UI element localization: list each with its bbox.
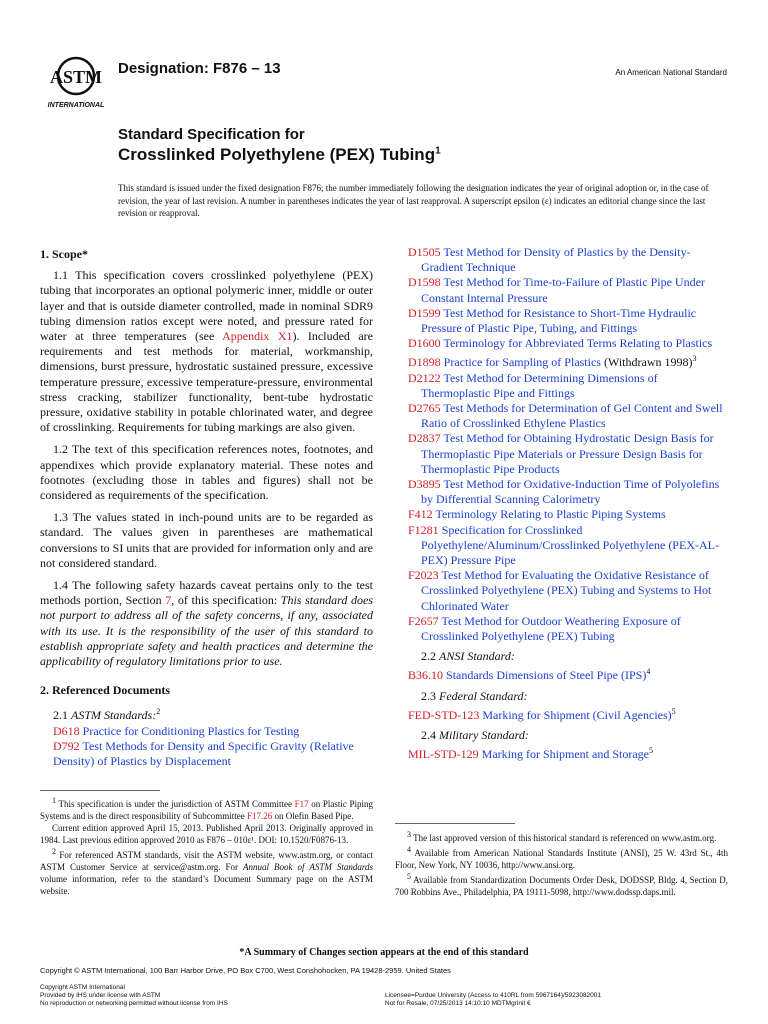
federal-text: Federal Standard: (439, 688, 528, 703)
ref-code[interactable]: MIL-STD-129 (408, 747, 479, 762)
footnote-4 (395, 844, 728, 871)
ref-title[interactable]: Test Method for Resistance to Short-Time Hydraulic Pressure of Plastic Pipe, Tubing, and Fittings (421, 305, 697, 336)
reference-list (408, 245, 728, 644)
ref-code[interactable]: F412 (408, 507, 433, 522)
footnote-rule-right (395, 823, 515, 824)
reference-item (408, 477, 728, 507)
ref-title[interactable]: Test Method for Determining Dimensions of Thermoplastic Pipe and Fittings (421, 370, 658, 400)
ref-code[interactable]: D1598 (408, 275, 441, 290)
ref-code[interactable]: F2023 (408, 568, 439, 583)
ref-code[interactable]: B36.10 (408, 668, 444, 683)
right-column (408, 245, 728, 763)
license-line: Copyright ASTM International (40, 984, 125, 991)
ref-code[interactable]: D1505 (408, 245, 441, 259)
ref-code[interactable]: D792 (53, 738, 80, 753)
ref-title[interactable]: Test Method for Evaluating the Oxidative Resistance of Crosslinked Polyethylene (PEX) Tubing and Systems to Hot Chlorinated Water (421, 568, 712, 613)
footnote-5 (395, 871, 728, 898)
reference-item (408, 306, 728, 336)
astm-standards-label (53, 704, 373, 723)
military-num: 2.4 (421, 728, 439, 743)
fn-text: Available from Standardization Documents Order Desk, DODSSP, Bldg. 4, Section D, 700 Robbins Ave., Philadelphia, PA 19111-5098, http://www.dodssp.daps.mil. (395, 875, 728, 897)
para-1-4 (40, 578, 373, 669)
ref-title[interactable]: Test Method for Time-to-Failure of Plastic Pipe Under Constant Internal Pressure (421, 275, 705, 305)
reference-item (408, 431, 728, 477)
ref-title[interactable]: Marking for Shipment (Civil Agencies) (479, 707, 672, 722)
ref-d618 (40, 724, 373, 739)
license-left (40, 984, 228, 1008)
ref-d792 (40, 739, 373, 769)
license-line: Not for Resale, 07/25/2013 14:10:10 MDTMgrinit € (385, 1000, 531, 1007)
ref-code[interactable]: D2765 (408, 401, 441, 416)
footnote-3 (395, 829, 728, 844)
footnote-2 (40, 846, 373, 897)
ref-code[interactable]: D1600 (408, 336, 441, 351)
title-text: Crosslinked Polyethylene (PEX) Tubing (118, 145, 436, 164)
left-column (40, 247, 373, 769)
ref-b36 (408, 664, 728, 683)
reference-item (408, 568, 728, 614)
safety-caveat: This standard does not purport to address all of the safety concerns, if any, associated with its use. It is the responsibility of the user of this standard to establish appropriate safety and health practices and determine the applicability of regulatory limitations prior to use. (40, 593, 373, 669)
fn-text: on Olefin Based Pipe. (272, 811, 354, 821)
title-footnote-mark: 1 (435, 145, 441, 157)
reference-item (408, 614, 728, 644)
para-1-3: 1.3 The values stated in inch-pound units are to be regarded as standard. The values given in parentheses are mathematical conversions to SI units that are provided for information only and are not considered standard. (40, 510, 373, 570)
ref-code[interactable]: D618 (53, 723, 80, 738)
reference-item (408, 245, 728, 275)
reference-item (408, 401, 728, 431)
reference-item (408, 371, 728, 401)
footnote-1 (40, 795, 373, 822)
footnotes-right (395, 829, 728, 898)
ref-title[interactable]: Test Method for Outdoor Weathering Exposure of Crosslinked Polyethylene (PEX) Tubing (421, 613, 681, 644)
ref-code[interactable]: D1599 (408, 305, 441, 320)
federal-num: 2.3 (421, 688, 439, 703)
ref-title[interactable]: Test Methods for Determination of Gel Content and Swell Ratio of Crosslinked Ethylene Plastics (421, 401, 723, 431)
ref-title[interactable]: Test Method for Oxidative-Induction Time of Polyolefins by Differential Scanning Calorimetry (421, 477, 720, 507)
committee-f17-link[interactable]: F17 (294, 799, 309, 809)
reference-item (408, 351, 728, 370)
ref-code[interactable]: D3895 (408, 477, 441, 492)
ansi-text: ANSI Standard: (439, 649, 515, 664)
ref-title[interactable]: Marking for Shipment and Storage (478, 747, 649, 762)
reference-item (408, 507, 728, 522)
withdrawn-note: (Withdrawn 1998) (600, 355, 693, 370)
para-1-2: 1.2 The text of this specification references notes, footnotes, and appendixes which provide explanatory material. These notes and footnotes (excluding those in tables and figures) shall not be considered as requirements of the specification. (40, 442, 373, 503)
refdocs-heading: 2. Referenced Documents (40, 683, 171, 698)
ref-title[interactable]: Standards Dimensions of Steel Pipe (IPS) (443, 668, 647, 683)
ref-code[interactable]: D1898 (408, 355, 441, 370)
ref-sup: 5 (648, 746, 653, 756)
footnotes-left (40, 795, 373, 897)
title-line2 (118, 145, 441, 165)
para-1-1-text-end: ). Included are requirements and test methods for material, workmanship, dimensions, burst pressure, hydrostatic sustained pressure, excessive temperature pressure, excessive temperature-pressure, environmental stress cracking, stabilizer functionality, bent-tube hydrostatic pressure, oxidative stability in potable chlorinated water, and degree of crosslinking. Requirements for tubing markings are also given. (40, 329, 373, 435)
astm-label-num: 2.1 (53, 708, 71, 723)
ref-title[interactable]: Test Method for Density of Plastics by the Density-Gradient Technique (421, 245, 691, 275)
title-line1: Standard Specification for (118, 126, 305, 143)
military-label (421, 728, 728, 743)
ref-title[interactable]: Test Method for Obtaining Hydrostatic Design Basis for Thermoplastic Pipe Materials or Pressure Design Basis for Thermoplastic Pipe Products (421, 431, 714, 476)
license-right (385, 992, 601, 1008)
ref-code[interactable]: D2122 (408, 370, 441, 385)
summary-note: *A Summary of Changes section appears at the end of this standard (239, 947, 529, 958)
ref-title[interactable]: Practice for Sampling of Plastics (440, 355, 601, 370)
svg-text:INTERNATIONAL: INTERNATIONAL (47, 102, 105, 109)
para-1-1 (40, 268, 373, 435)
footnote-rule-left (40, 790, 160, 791)
astm-logo (40, 52, 112, 112)
ref-sup: 3 (692, 354, 697, 364)
license-line: No reproduction or networking permitted without license from IHS (40, 1000, 228, 1007)
fn-text: on Plastic Piping Systems and is the direct responsibility of Subcommittee (40, 799, 373, 821)
svg-text:ASTM: ASTM (49, 67, 103, 87)
footnote-1-edition: Current edition approved April 15, 2013. Published April 2013. Originally approved in 1984. Last previous edition approved 2010 as F876 – 010ε¹. DOI: 10.1520/F0876-13. (40, 823, 373, 845)
fn-text: This specification is under the jurisdiction of ASTM Committee (56, 799, 295, 809)
fn-text: For referenced ASTM standards, visit the ASTM website, www.astm.org, or contact ASTM Customer Service at service@astm.org. For (40, 850, 373, 872)
para-1-4-text: 1.4 The following safety hazards caveat pertains only to the test methods portion, Section (40, 578, 373, 608)
scope-heading: 1. Scope* (40, 247, 88, 261)
ref-fed-std (408, 704, 728, 723)
ref-code[interactable]: F1281 (408, 522, 439, 537)
fn-mark: 5 (407, 872, 411, 881)
appendix-x1-link[interactable]: Appendix X1 (222, 329, 293, 344)
reference-item (408, 523, 728, 569)
fn-italic: Annual Book of ASTM Standards (243, 862, 374, 872)
ref-code[interactable]: FED-STD-123 (408, 707, 480, 722)
reference-item (408, 275, 728, 305)
copyright: Copyright © ASTM International, 100 Barr Harbor Drive, PO Box C700, West Conshohocken, PA 19428-2959. United States (40, 966, 451, 975)
ref-title[interactable]: Practice for Conditioning Plastics for Testing (79, 723, 300, 738)
ref-title[interactable]: Test Methods for Density and Specific Gravity (Relative Density) of Plastics by Displacement (53, 738, 354, 769)
para-1-1-text: 1.1 This specification covers crosslinked polyethylene (PEX) tubing that incorporates an optional polymeric inner, middle or outer layer and that is outside diameter controlled, made in nominal SDR9 tubing dimension ratios except were noted, and pressure rated for water at three temperatures (see (40, 268, 373, 344)
ref-sup: 4 (646, 667, 651, 677)
subcommittee-link[interactable]: F17.26 (246, 811, 273, 821)
reference-item (408, 336, 728, 351)
fn-mark: 4 (407, 845, 411, 854)
fn-text: The last approved version of this historical standard is referenced on www.astm.org. (411, 833, 717, 843)
ref-sup: 5 (671, 706, 676, 716)
fn-text: volume information, refer to the standard’s Document Summary page on the ASTM website. (40, 874, 373, 896)
section-7-link[interactable]: 7 (165, 593, 172, 608)
ref-code[interactable]: F2657 (408, 613, 439, 628)
astm-label-sup: 2 (156, 707, 161, 717)
ref-title[interactable]: Terminology for Abbreviated Terms Relating to Plastics (440, 336, 713, 351)
fn-mark: 2 (52, 847, 56, 856)
ref-mil-std (408, 743, 728, 762)
ref-title[interactable]: Specification for Crosslinked Polyethylene/Aluminum/Crosslinked Polyethylene (PEX-AL-PEX) Pressure Pipe (421, 522, 719, 568)
ref-title[interactable]: Terminology Relating to Plastic Piping Systems (432, 507, 666, 522)
license-line: Provided by IHS under license with ASTM (40, 992, 161, 999)
ref-code[interactable]: D2837 (408, 431, 441, 446)
fn-mark: 1 (52, 796, 56, 805)
designation: Designation: F876 – 13 (118, 60, 281, 77)
fn-mark: 3 (407, 830, 411, 839)
astm-label-text: ASTM Standards: (71, 708, 157, 723)
american-national-standard: An American National Standard (615, 68, 727, 77)
fn-text: Available from American National Standards Institute (ANSI), 25 W. 43rd St., 4th Floor, New York, NY 10036, http://www.ansi.org. (395, 848, 728, 870)
ansi-num: 2.2 (421, 649, 439, 664)
military-text: Military Standard: (439, 728, 529, 743)
issue-note: This standard is issued under the fixed designation F876; the number immediately following the designation indicates the year of original adoption or, in the case of revision, the year of last revision. A number in parentheses indicates the year of last reapproval. A superscript epsilon (ε) indicates an editorial change since the last revision or reapproval. (118, 183, 709, 218)
federal-label (421, 689, 728, 704)
ansi-label (421, 649, 728, 664)
license-line: Licensee=Purdue University (Access to 410RL from 5967164)/5923082001 (385, 992, 602, 999)
para-1-4-mid: , of this specification: (171, 593, 281, 608)
